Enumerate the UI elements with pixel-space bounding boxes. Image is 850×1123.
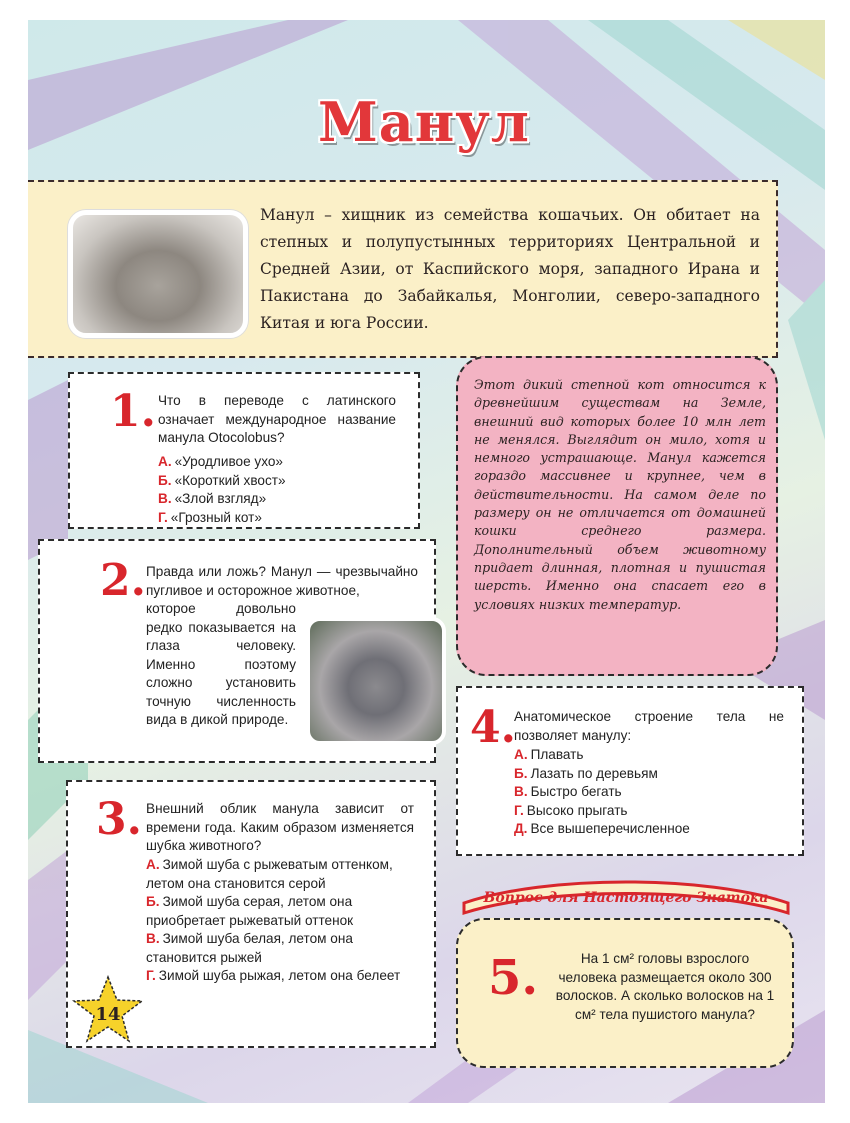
question-5-number: 5. [488, 950, 539, 1006]
question-3-options [146, 856, 414, 986]
option-a: А. «Уродливое ухо» [158, 454, 283, 469]
question-5-text: На 1 см² головы взрослого человека размещается около 300 волосков. А сколько волосков на 1 см² тела пушистого манула? [555, 951, 775, 1022]
question-1-card [68, 372, 420, 529]
option-d: Г. Зимой шуба рыжая, летом она белеет [146, 968, 401, 983]
option-b: Б. Лазать по деревьям [514, 765, 658, 781]
question-1-number: 1. [110, 386, 156, 437]
question-1-options [158, 453, 286, 527]
question-4-number: 4. [470, 702, 516, 753]
intro-text: Манул – хищник из семейства кошачьих. Он обитает на степных и полупустынных территориях Центральной и Средней Азии, от Каспийского моря, западного Ирана и Пакистана до Забайкалья, Монголии, северо-западного Китая и юга России. [260, 206, 760, 332]
question-3-text: Внешний облик манула зависит от времени года. Каким образом изменяется шубка животного? [146, 801, 414, 853]
option-c: В. Зимой шуба белая, летом она становится рыжей [146, 931, 353, 965]
option-b: Б. «Короткий хвост» [158, 472, 286, 488]
option-e: Д. Все вышеперечисленное [514, 821, 690, 836]
manul-face-photo [68, 210, 248, 338]
question-2-number: 2. [100, 555, 146, 606]
question-3-number: 3. [96, 794, 142, 845]
question-4-card [456, 686, 804, 856]
question-2-text: Правда или ложь? Манул — чрезвычайно пугливое и осторожное животное, [146, 564, 418, 598]
option-d: Г. «Грозный кот» [158, 509, 262, 525]
question-1-text: Что в переводе с латинского означает международное название манула Otocolobus? [158, 393, 396, 445]
info-panel [456, 356, 778, 676]
option-a: А. Плавать [514, 747, 584, 762]
intro-panel [28, 180, 778, 358]
expert-ribbon [456, 877, 796, 917]
question-4-text: Анатомическое строение тела не позволяет манулу: [514, 709, 784, 743]
expert-ribbon-label: Вопрос для Настоящего Знатока [483, 890, 769, 906]
question-2-text-continued: которое довольно редко показывается на глаза человеку. Именно поэтому сложно установить точную численность вида в дикой природе. [146, 601, 296, 727]
option-c: В. «Злой взгляд» [158, 491, 267, 506]
page-number-star-icon [72, 975, 144, 1045]
info-text: Этот дикий степной кот относится к древнейшим существам на Земле, внешний вид которых более 10 млн лет не менялся. Выглядит он мило, хотя и немного устрашающе. Манул кажется гораздо массивнее и крупнее, чем в действительности. На самом деле по размеру он не отличается от домашней кошки среднего размера. Дополнительный объем животному придает длинная, плотная и пушистая шерсть. Именно она спасает его в условиях низких температур. [474, 377, 766, 612]
question-4-options [514, 746, 690, 839]
manul-sitting-photo [306, 617, 446, 745]
question-5-card [456, 918, 794, 1068]
page-title: Манул [318, 90, 530, 154]
page [28, 20, 825, 1103]
page-number: 14 [95, 1004, 121, 1025]
option-c: В. Быстро бегать [514, 784, 622, 799]
option-b: Б. Зимой шуба серая, летом она приобретает рыжеватый оттенок [146, 894, 354, 928]
option-a: А. Зимой шуба с рыжеватым оттенком, летом она становится серой [146, 857, 393, 891]
option-d: Г. Высоко прыгать [514, 802, 628, 818]
